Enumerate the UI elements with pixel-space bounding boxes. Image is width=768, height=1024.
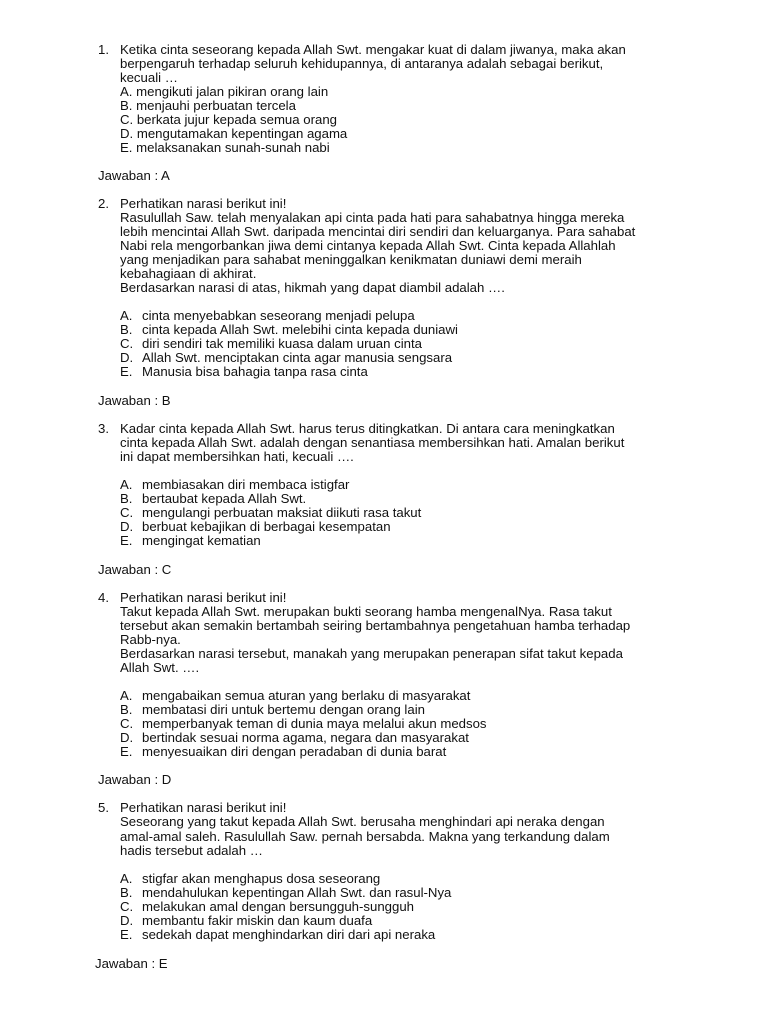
question-3-option-b-letter: B.	[120, 491, 133, 506]
question-3-number: 3.	[98, 421, 109, 436]
question-5-number: 5.	[98, 800, 109, 815]
question-2-stem-line-7: Berdasarkan narasi di atas, hikmah yang dapat diambil adalah ….	[120, 280, 505, 295]
question-4-stem-line-2: Takut kepada Allah Swt. merupakan bukti seorang hamba mengenalNya. Rasa takut	[120, 604, 612, 619]
question-1-number: 1.	[98, 42, 109, 57]
question-4-option-c-text: memperbanyak teman di dunia maya melalui akun medsos	[142, 716, 487, 731]
question-4-option-d-letter: D.	[120, 730, 134, 745]
question-4-stem-line-1: Perhatikan narasi berikut ini!	[120, 590, 287, 605]
question-1-option-a: A. mengikuti jalan pikiran orang lain	[120, 84, 329, 99]
question-5-stem-line-4: hadis tersebut adalah …	[120, 843, 263, 858]
question-2-option-e-letter: E.	[120, 364, 133, 379]
question-2-option-b-text: cinta kepada Allah Swt. melebihi cinta kepada duniawi	[142, 322, 458, 337]
question-3-option-c-letter: C.	[120, 505, 134, 520]
question-2-option-b-letter: B.	[120, 322, 133, 337]
question-4-option-e-letter: E.	[120, 744, 133, 759]
question-5-option-c-letter: C.	[120, 899, 134, 914]
question-5-stem-line-3: amal-amal saleh. Rasulullah Saw. pernah bersabda. Makna yang terkandung dalam	[120, 829, 610, 844]
question-3-stem-line-1: Kadar cinta kepada Allah Swt. harus terus ditingkatkan. Di antara cara meningkatkan	[120, 421, 615, 436]
question-2-option-a-text: cinta menyebabkan seseorang menjadi pelupa	[142, 308, 415, 323]
question-1-option-c: C. berkata jujur kepada semua orang	[120, 112, 337, 127]
question-4-option-e-text: menyesuaikan diri dengan peradaban di dunia barat	[142, 744, 447, 759]
question-5-option-e-text: sedekah dapat menghindarkan diri dari api neraka	[142, 927, 436, 942]
question-5-option-c-text: melakukan amal dengan bersungguh-sungguh	[142, 899, 415, 914]
question-2-stem-line-1: Perhatikan narasi berikut ini!	[120, 196, 287, 211]
question-5-option-e-letter: E.	[120, 927, 133, 942]
question-3-option-a-letter: A.	[120, 477, 133, 492]
question-5-option-d-letter: D.	[120, 913, 134, 928]
question-1-option-d: D. mengutamakan kepentingan agama	[120, 126, 348, 141]
question-3-stem-line-3: ini dapat membersihkan hati, kecuali ….	[120, 449, 354, 464]
question-1-stem-line-1: Ketika cinta seseorang kepada Allah Swt. mengakar kuat di dalam jiwanya, maka akan	[120, 42, 626, 57]
question-1-stem-line-2: berpengaruh terhadap seluruh kehidupannya, di antaranya adalah sebagai berikut,	[120, 56, 604, 71]
question-1-option-e: E. melaksanakan sunah-sunah nabi	[120, 140, 330, 155]
question-2-stem-line-6: kebahagiaan di akhirat.	[120, 266, 257, 281]
question-3-option-e-text: mengingat kematian	[142, 533, 261, 548]
question-4-number: 4.	[98, 590, 109, 605]
question-5-stem-line-2: Seseorang yang takut kepada Allah Swt. berusaha menghindari api neraka dengan	[120, 814, 605, 829]
question-3-option-b-text: bertaubat kepada Allah Swt.	[142, 491, 307, 506]
question-4-stem-line-6: Allah Swt. ….	[120, 660, 200, 675]
question-4-option-a-text: mengabaikan semua aturan yang berlaku di masyarakat	[142, 688, 471, 703]
question-3-option-a-text: membiasakan diri membaca istigfar	[142, 477, 350, 492]
question-4-option-c-letter: C.	[120, 716, 134, 731]
question-2-option-d-text: Allah Swt. menciptakan cinta agar manusia sengsara	[142, 350, 453, 365]
question-4-answer: Jawaban : D	[98, 772, 172, 787]
question-2-stem-line-3: lebih mencintai Allah Swt. daripada mencintai diri sendiri dan keluarganya. Para sahabat	[120, 224, 636, 239]
question-3-option-e-letter: E.	[120, 533, 133, 548]
question-4-option-a-letter: A.	[120, 688, 133, 703]
question-4-stem-line-4: Rabb-nya.	[120, 632, 181, 647]
question-3-option-d-text: berbuat kebajikan di berbagai kesempatan	[142, 519, 391, 534]
question-3-option-d-letter: D.	[120, 519, 134, 534]
question-5-option-a-text: stigfar akan menghapus dosa seseorang	[142, 871, 381, 886]
question-2-option-c-text: diri sendiri tak memiliki kuasa dalam uruan cinta	[142, 336, 422, 351]
question-1-answer: Jawaban : A	[98, 168, 170, 183]
question-5-stem-line-1: Perhatikan narasi berikut ini!	[120, 800, 287, 815]
question-3-stem-line-2: cinta kepada Allah Swt. adalah dengan senantiasa membersihkan hati. Amalan berikut	[120, 435, 625, 450]
question-1-option-b: B. menjauhi perbuatan tercela	[120, 98, 296, 113]
question-2-stem-line-4: Nabi rela mengorbankan jiwa demi cintanya kepada Allah Swt. Cinta kepada Allahlah	[120, 238, 616, 253]
question-4-option-b-letter: B.	[120, 702, 133, 717]
question-2-stem-line-2: Rasulullah Saw. telah menyalakan api cinta pada hati para sahabatnya hingga mereka	[120, 210, 625, 225]
question-5-option-b-letter: B.	[120, 885, 133, 900]
question-1-stem-line-3: kecuali …	[120, 70, 178, 85]
question-4-option-b-text: membatasi diri untuk bertemu dengan orang lain	[142, 702, 425, 717]
question-4-stem-line-3: tersebut akan semakin bertambah seiring bertambahnya pengetahuan hamba terhadap	[120, 618, 631, 633]
question-4-option-d-text: bertindak sesuai norma agama, negara dan masyarakat	[142, 730, 469, 745]
question-3-answer: Jawaban : C	[98, 562, 172, 577]
question-2-option-e-text: Manusia bisa bahagia tanpa rasa cinta	[142, 364, 368, 379]
question-2-option-c-letter: C.	[120, 336, 134, 351]
question-3-option-c-text: mengulangi perbuatan maksiat diikuti rasa takut	[142, 505, 422, 520]
question-5-option-b-text: mendahulukan kepentingan Allah Swt. dan rasul-Nya	[142, 885, 452, 900]
question-4-stem-line-5: Berdasarkan narasi tersebut, manakah yang merupakan penerapan sifat takut kepada	[120, 646, 623, 661]
question-2-answer: Jawaban : B	[98, 393, 171, 408]
question-2-option-d-letter: D.	[120, 350, 134, 365]
question-2-stem-line-5: yang menjadikan para sahabat meninggalkan kenikmatan duniawi demi meraih	[120, 252, 582, 267]
question-2-number: 2.	[98, 196, 109, 211]
question-5-option-d-text: membantu fakir miskin dan kaum duafa	[142, 913, 373, 928]
question-5-option-a-letter: A.	[120, 871, 133, 886]
question-5-answer: Jawaban : E	[95, 956, 168, 971]
question-2-option-a-letter: A.	[120, 308, 133, 323]
